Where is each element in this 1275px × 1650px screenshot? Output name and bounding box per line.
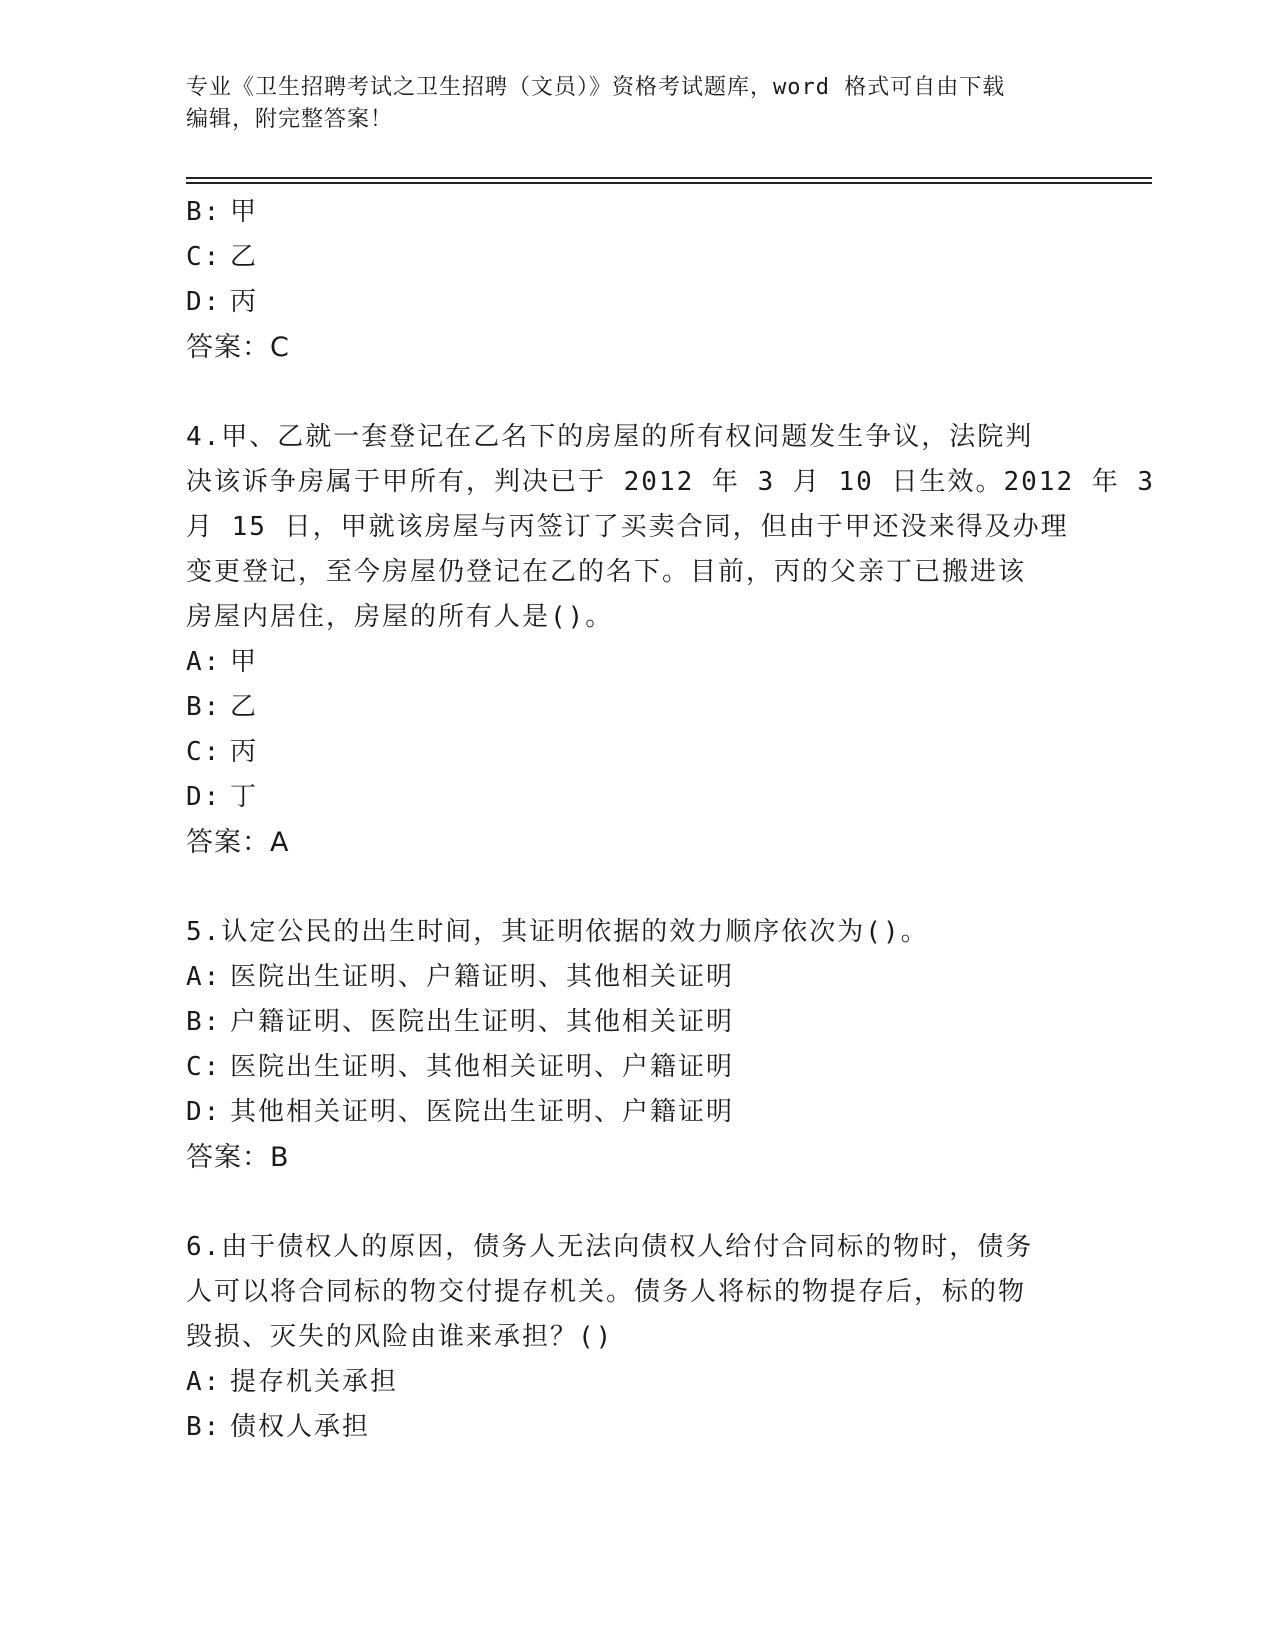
option-d [186, 775, 1086, 820]
option-key: C: [186, 242, 222, 272]
question-text-line: 决该诉争房属于甲所有，判决已于 2012 年 3 月 10 日生效。2012 年 3 [186, 467, 1156, 497]
option-key: B: [186, 1007, 222, 1037]
option-text: 丙 [230, 287, 259, 317]
option-key: D: [186, 782, 222, 812]
option-d [186, 1090, 1086, 1135]
header-rule-top [186, 177, 1152, 179]
option-b [186, 190, 1086, 235]
option-text: 债权人承担 [230, 1412, 371, 1442]
option-b [186, 1000, 1086, 1045]
question-text-line: 5.认定公民的出生时间，其证明依据的效力顺序依次为()。 [186, 917, 929, 947]
option-c [186, 235, 1086, 280]
option-text: 丙 [230, 737, 259, 767]
option-text: 医院出生证明、其他相关证明、户籍证明 [230, 1052, 735, 1082]
question-text-line: 房屋内居住，房屋的所有人是()。 [186, 602, 614, 632]
option-text: 户籍证明、医院出生证明、其他相关证明 [230, 1007, 735, 1037]
question-3-tail [186, 190, 1086, 371]
option-text: 乙 [230, 692, 259, 722]
option-key: C: [186, 737, 222, 767]
document-header [186, 72, 1066, 136]
option-a [186, 955, 1086, 1000]
spacer [186, 1181, 1086, 1225]
option-a [186, 1360, 1086, 1405]
option-b [186, 685, 1086, 730]
header-line-2: 编辑，附完整答案！ [186, 107, 394, 132]
question-text-line: 月 15 日，甲就该房屋与丙签订了买卖合同，但由于甲还没来得及办理 [186, 512, 1069, 542]
option-text: 甲 [230, 197, 259, 227]
option-key: D: [186, 287, 222, 317]
spacer [186, 866, 1086, 910]
option-text: 其他相关证明、医院出生证明、户籍证明 [230, 1097, 735, 1127]
answer-line: 答案：C [186, 332, 290, 363]
option-text: 甲 [230, 647, 259, 677]
question-content [186, 190, 1156, 1450]
option-key: A: [186, 1367, 222, 1397]
option-text: 医院出生证明、户籍证明、其他相关证明 [230, 962, 735, 992]
option-a [186, 640, 1086, 685]
option-key: C: [186, 1052, 222, 1082]
question-text-line: 人可以将合同标的物交付提存机关。债务人将标的物提存后，标的物 [186, 1277, 1027, 1307]
spacer [186, 371, 1086, 415]
answer-line: 答案：B [186, 1142, 290, 1173]
header-line-1: 专业《卫生招聘考试之卫生招聘（文员）》资格考试题库，word 格式可自由下载 [186, 75, 1006, 100]
option-key: A: [186, 962, 222, 992]
option-text: 丁 [230, 782, 259, 812]
option-key: D: [186, 1097, 222, 1127]
option-key: A: [186, 647, 222, 677]
option-text: 乙 [230, 242, 259, 272]
question-5 [186, 910, 1086, 1181]
question-6 [186, 1225, 1086, 1450]
option-d [186, 280, 1086, 325]
question-text-line: 6.由于债权人的原因，债务人无法向债权人给付合同标的物时，债务 [186, 1232, 1034, 1262]
question-text-line: 4.甲、乙就一套登记在乙名下的房屋的所有权问题发生争议，法院判 [186, 422, 1034, 452]
question-text-line: 毁损、灭失的风险由谁来承担？() [186, 1322, 614, 1352]
option-b [186, 1405, 1086, 1450]
question-4 [186, 415, 1156, 866]
option-key: B: [186, 197, 222, 227]
answer-line: 答案：A [186, 827, 290, 858]
option-key: B: [186, 1412, 222, 1442]
question-text-line: 变更登记，至今房屋仍登记在乙的名下。目前，丙的父亲丁已搬进该 [186, 557, 1027, 587]
option-c [186, 1045, 1086, 1090]
option-c [186, 730, 1086, 775]
option-key: B: [186, 692, 222, 722]
header-rule-bottom [186, 182, 1152, 184]
option-text: 提存机关承担 [230, 1367, 399, 1397]
